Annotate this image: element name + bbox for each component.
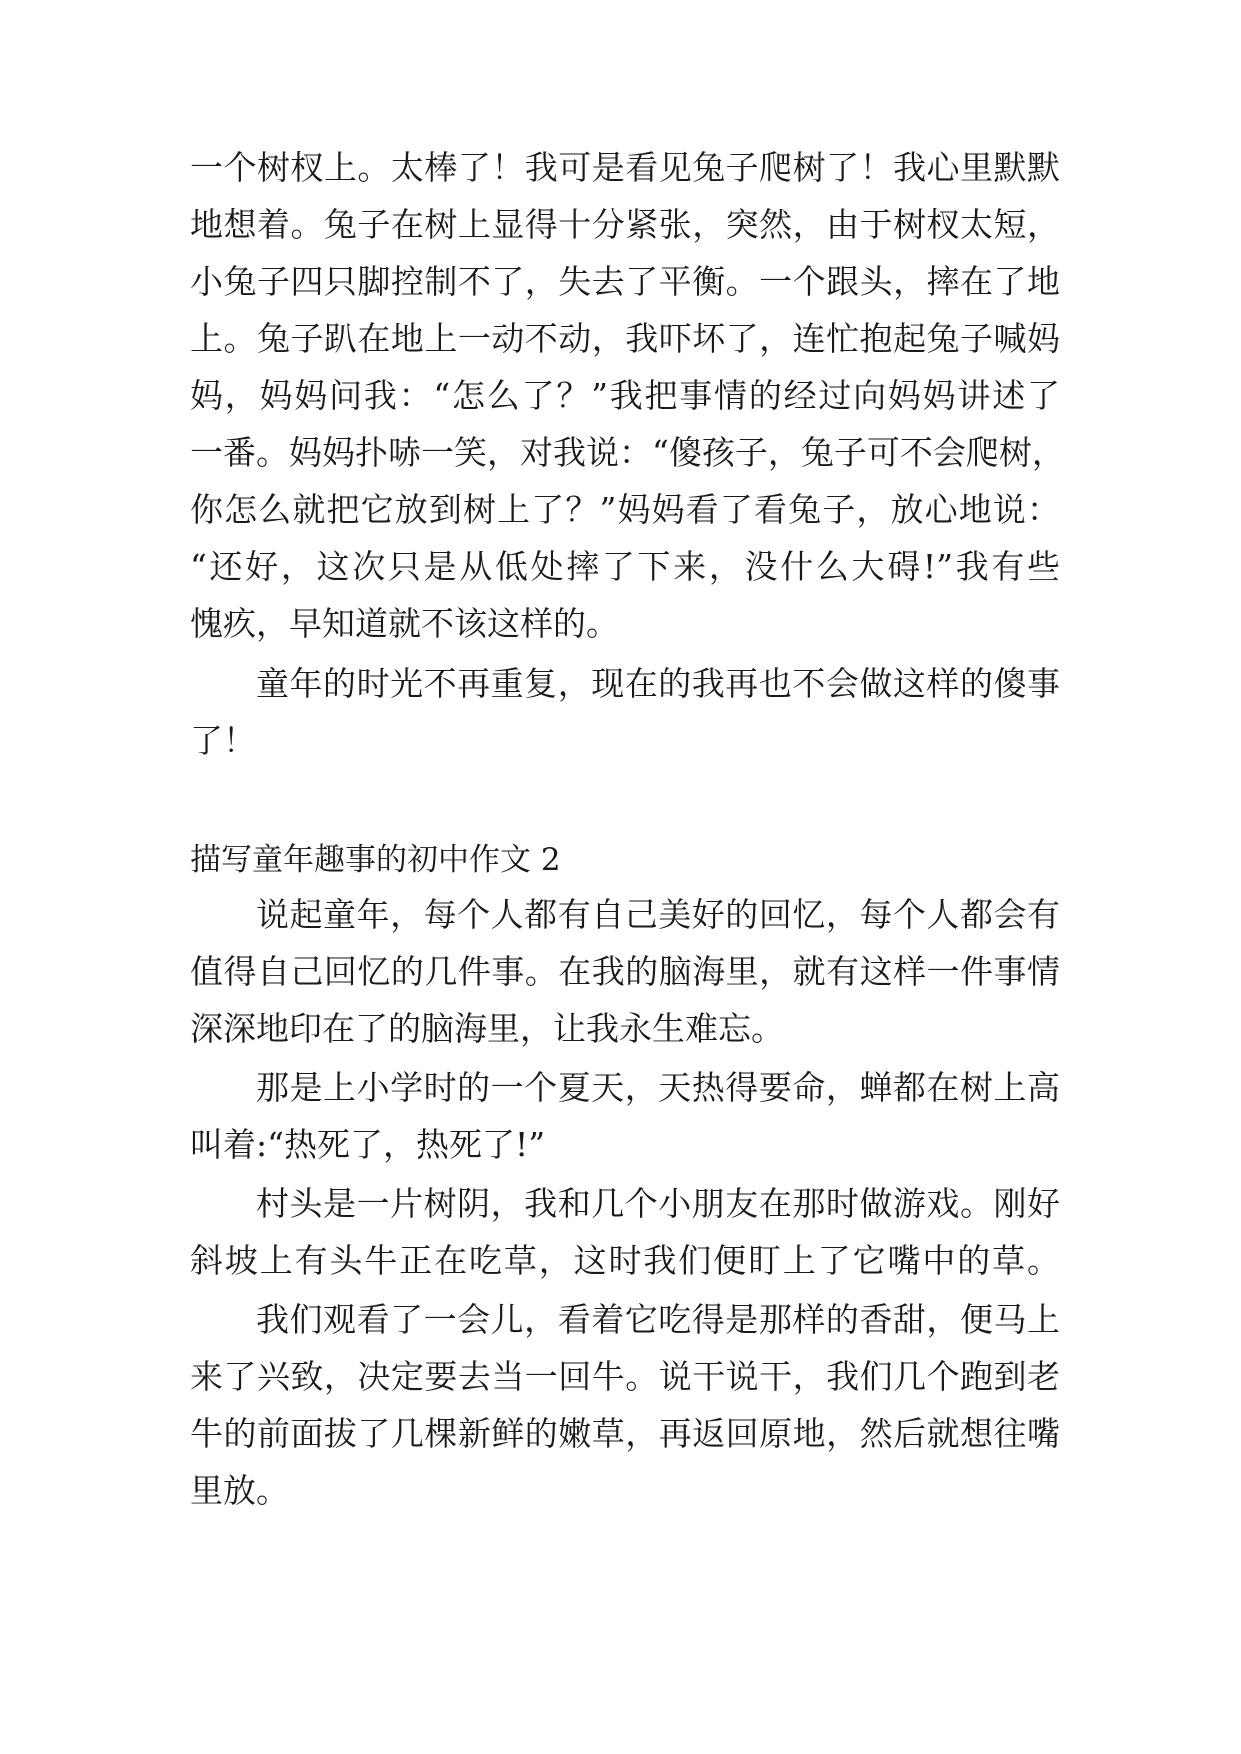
- paragraph-line: 地想着。兔子在树上显得十分紧张，突然，由于树杈太短，: [190, 205, 1060, 244]
- paragraph-line: 愧疚，早知道就不该这样的。: [190, 604, 619, 643]
- paragraph-line: 上。兔子趴在地上一动不动，我吓坏了，连忙抱起兔子喊妈: [190, 319, 1060, 358]
- paragraph-line: 来了兴致，决定要去当一回牛。说干说干，我们几个跑到老: [190, 1357, 1060, 1396]
- paragraph-line: 里放。: [190, 1471, 289, 1510]
- paragraph-line: 了！: [190, 721, 256, 760]
- paragraph-line: “还好，这次只是从低处摔了下来，没什么大碍!”我有些: [190, 547, 1060, 586]
- paragraph-line: 一番。妈妈扑哧一笑，对我说：“傻孩子，兔子可不会爬树，: [190, 433, 1065, 472]
- paragraph-line: 小兔子四只脚控制不了，失去了平衡。一个跟头，摔在了地: [190, 262, 1060, 301]
- paragraph-line: 牛的前面拔了几棵新鲜的嫩草，再返回原地，然后就想往嘴: [190, 1414, 1060, 1453]
- paragraph-line: 妈，妈妈问我：“怎么了？”我把事情的经过向妈妈讲述了: [190, 376, 1060, 415]
- paragraph-line: 童年的时光不再重复，现在的我再也不会做这样的傻事: [256, 664, 1060, 703]
- paragraph-line: 叫着:“热死了，热死了!”: [190, 1125, 546, 1164]
- section-title: 描写童年趣事的初中作文 2: [190, 842, 561, 878]
- paragraph-line: 说起童年，每个人都有自己美好的回忆，每个人都会有: [256, 895, 1060, 934]
- paragraph-line: 那是上小学时的一个夏天，天热得要命，蝉都在树上高: [256, 1068, 1060, 1107]
- paragraph-line: 你怎么就把它放到树上了？”妈妈看了看兔子，放心地说：: [190, 490, 1060, 529]
- paragraph-line: 值得自己回忆的几件事。在我的脑海里，就有这样一件事情: [190, 952, 1060, 991]
- paragraph-line: 我们观看了一会儿，看着它吃得是那样的香甜，便马上: [256, 1300, 1060, 1339]
- paragraph-line: 一个树杈上。太棒了！我可是看见兔子爬树了！我心里默默: [190, 148, 1060, 187]
- paragraph-line: 斜坡上有头牛正在吃草，这时我们便盯上了它嘴中的草。: [190, 1241, 1060, 1280]
- paragraph-line: 深深地印在了的脑海里，让我永生难忘。: [190, 1009, 784, 1048]
- paragraph-line: 村头是一片树阴，我和几个小朋友在那时做游戏。刚好: [256, 1184, 1060, 1223]
